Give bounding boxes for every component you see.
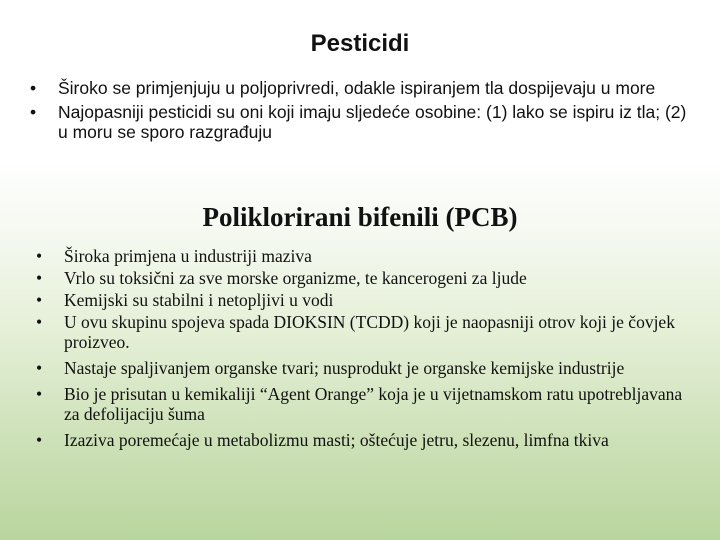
bullet-icon: • <box>30 78 37 98</box>
section-title: Poliklorirani bifenili (PCB) <box>202 202 518 232</box>
list-item <box>36 246 700 266</box>
list-item <box>36 358 700 378</box>
list-item-text: Bio je prisutan u kemikaliji “Agent Orange” koja je u vijetnamskom ratu upotrebljavana za defolijaciju šuma <box>64 384 683 424</box>
slide-title: Pesticidi <box>310 30 410 57</box>
list-item-text: Široko se primjenjuju u poljoprivredi, odakle ispiranjem tla dospijevaju u more <box>58 78 656 98</box>
bullet-icon: • <box>36 384 43 404</box>
list-item-text: Nastaje spaljivanjem organske tvari; nusprodukt je organske kemijske industrije <box>64 358 625 378</box>
bullet-icon: • <box>36 358 43 378</box>
list-item <box>36 384 700 424</box>
list-item <box>36 290 700 310</box>
intro-bullet-list <box>30 78 700 146</box>
bullet-icon: • <box>36 430 43 450</box>
list-item-text: Kemijski su stabilni i netopljivi u vodi <box>64 290 334 310</box>
list-item-text: Izaziva poremećaje u metabolizmu masti; oštećuje jetru, slezenu, limfna tkiva <box>64 430 609 450</box>
list-item <box>30 78 700 98</box>
list-item-text: Široka primjena u industriji maziva <box>64 246 312 266</box>
bullet-icon: • <box>36 312 43 332</box>
pcb-bullet-list <box>36 246 700 456</box>
bullet-icon: • <box>36 246 43 266</box>
list-item <box>36 268 700 288</box>
list-item-text: Najopasniji pesticidi su oni koji imaju sljedeće osobine: (1) lako se ispiru iz tla; (2) u moru se sporo razgrađuju <box>58 102 687 142</box>
list-item <box>36 430 700 450</box>
list-item <box>36 312 700 352</box>
list-item-text: U ovu skupinu spojeva spada DIOKSIN (TCDD) koji je naopasniji otrov koji je čovjek proizveo. <box>64 312 675 352</box>
bullet-icon: • <box>30 102 37 122</box>
bullet-icon: • <box>36 290 43 310</box>
list-item <box>30 102 700 142</box>
bullet-icon: • <box>36 268 43 288</box>
list-item-text: Vrlo su toksični za sve morske organizme, te kancerogeni za ljude <box>64 268 527 288</box>
